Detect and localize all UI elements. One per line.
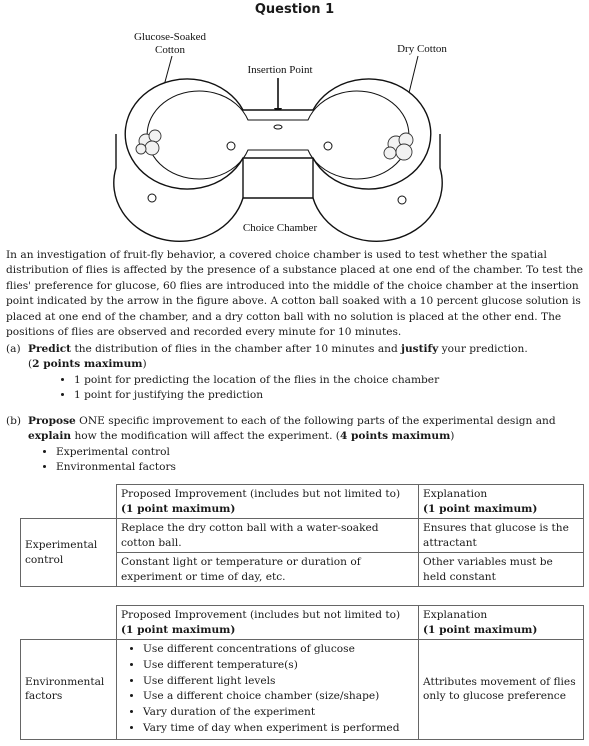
list-item: • Environmental factors	[56, 460, 584, 475]
table-cell: Replace the dry cotton ball with a water-soaked cotton ball.	[117, 519, 419, 553]
glucose-label-line1: Glucose-Soaked	[133, 31, 207, 43]
part-a	[6, 342, 584, 404]
table-cell: Other variables must be held constant	[419, 553, 584, 587]
table2-header-explanation: Explanation (1 point maximum)	[419, 606, 584, 640]
glucose-label-line2: Cotton	[155, 44, 185, 56]
insertion-label: Insertion Point	[247, 64, 313, 76]
table-cell: Ensures that glucose is the attractant	[419, 519, 584, 553]
list-item: • 1 point for predicting the location of the flies in the choice chamber	[74, 373, 584, 388]
part-b	[6, 414, 584, 476]
table2-row-label: Environmental factors	[21, 640, 117, 740]
part-b-bullets	[6, 445, 584, 476]
table-cell: Constant light or temperature or duration of experiment or time of day, etc.	[117, 553, 419, 587]
choice-chamber-figure	[100, 28, 470, 243]
list-item: • Vary time of day when experiment is performed	[143, 721, 414, 737]
experimental-control-table	[20, 484, 584, 587]
list-item: • Vary duration of the experiment	[143, 705, 414, 721]
table1-header-improvement: Proposed Improvement (includes but not limited to) (1 point maximum)	[117, 485, 419, 519]
list-item: • Use different concentrations of glucose	[143, 642, 414, 658]
table1-header-explanation: Explanation (1 point maximum)	[419, 485, 584, 519]
figure-caption: Choice Chamber	[242, 222, 318, 234]
part-a-points: (2 points maximum)	[28, 358, 147, 371]
list-item: • 1 point for justifying the prediction	[74, 388, 584, 403]
table1-row-label: Experimental control	[21, 519, 117, 587]
question-title: Question 1	[254, 2, 335, 17]
list-item: • Use a different choice chamber (size/shape)	[143, 689, 414, 705]
part-b-label: (b)	[6, 415, 22, 427]
table2-header-improvement: Proposed Improvement (includes but not limited to) (1 point maximum)	[117, 606, 419, 640]
list-item: • Experimental control	[56, 445, 584, 460]
part-a-label: (a)	[6, 343, 21, 355]
table-cell	[117, 640, 419, 740]
intro-paragraph: In an investigation of fruit-fly behavior, a covered choice chamber is used to test whether the spatial distribution of flies is affected by the presence of a substance placed at one end of the chamber. To test the flies' preference for glucose, 60 flies are introduced into the middle of the choice chamber at the insertion point indicated by the arrow in the figure above. A cotton ball soaked with a 10 percent glucose solution is placed at one end of the chamber, and a dry cotton ball with no solution is placed at the other end. The positions of flies are observed and recorded every minute for 10 minutes.	[6, 249, 584, 339]
list-item: • Use different light levels	[143, 674, 414, 690]
part-b-prompt: Propose ONE specific improvement to each of the following parts of the experimental design and explain how the modification will affect the experiment. (4 points maximum)	[28, 415, 556, 443]
dry-cotton-label: Dry Cotton	[397, 43, 447, 55]
improvement-list	[121, 642, 414, 737]
part-a-prompt: Predict the distribution of flies in the chamber after 10 minutes and justify your prediction.	[28, 343, 528, 355]
table-cell: Attributes movement of flies only to glucose preference	[419, 640, 584, 740]
environmental-factors-table	[20, 605, 584, 740]
list-item: • Use different temperature(s)	[143, 658, 414, 674]
part-a-bullets	[6, 373, 584, 404]
